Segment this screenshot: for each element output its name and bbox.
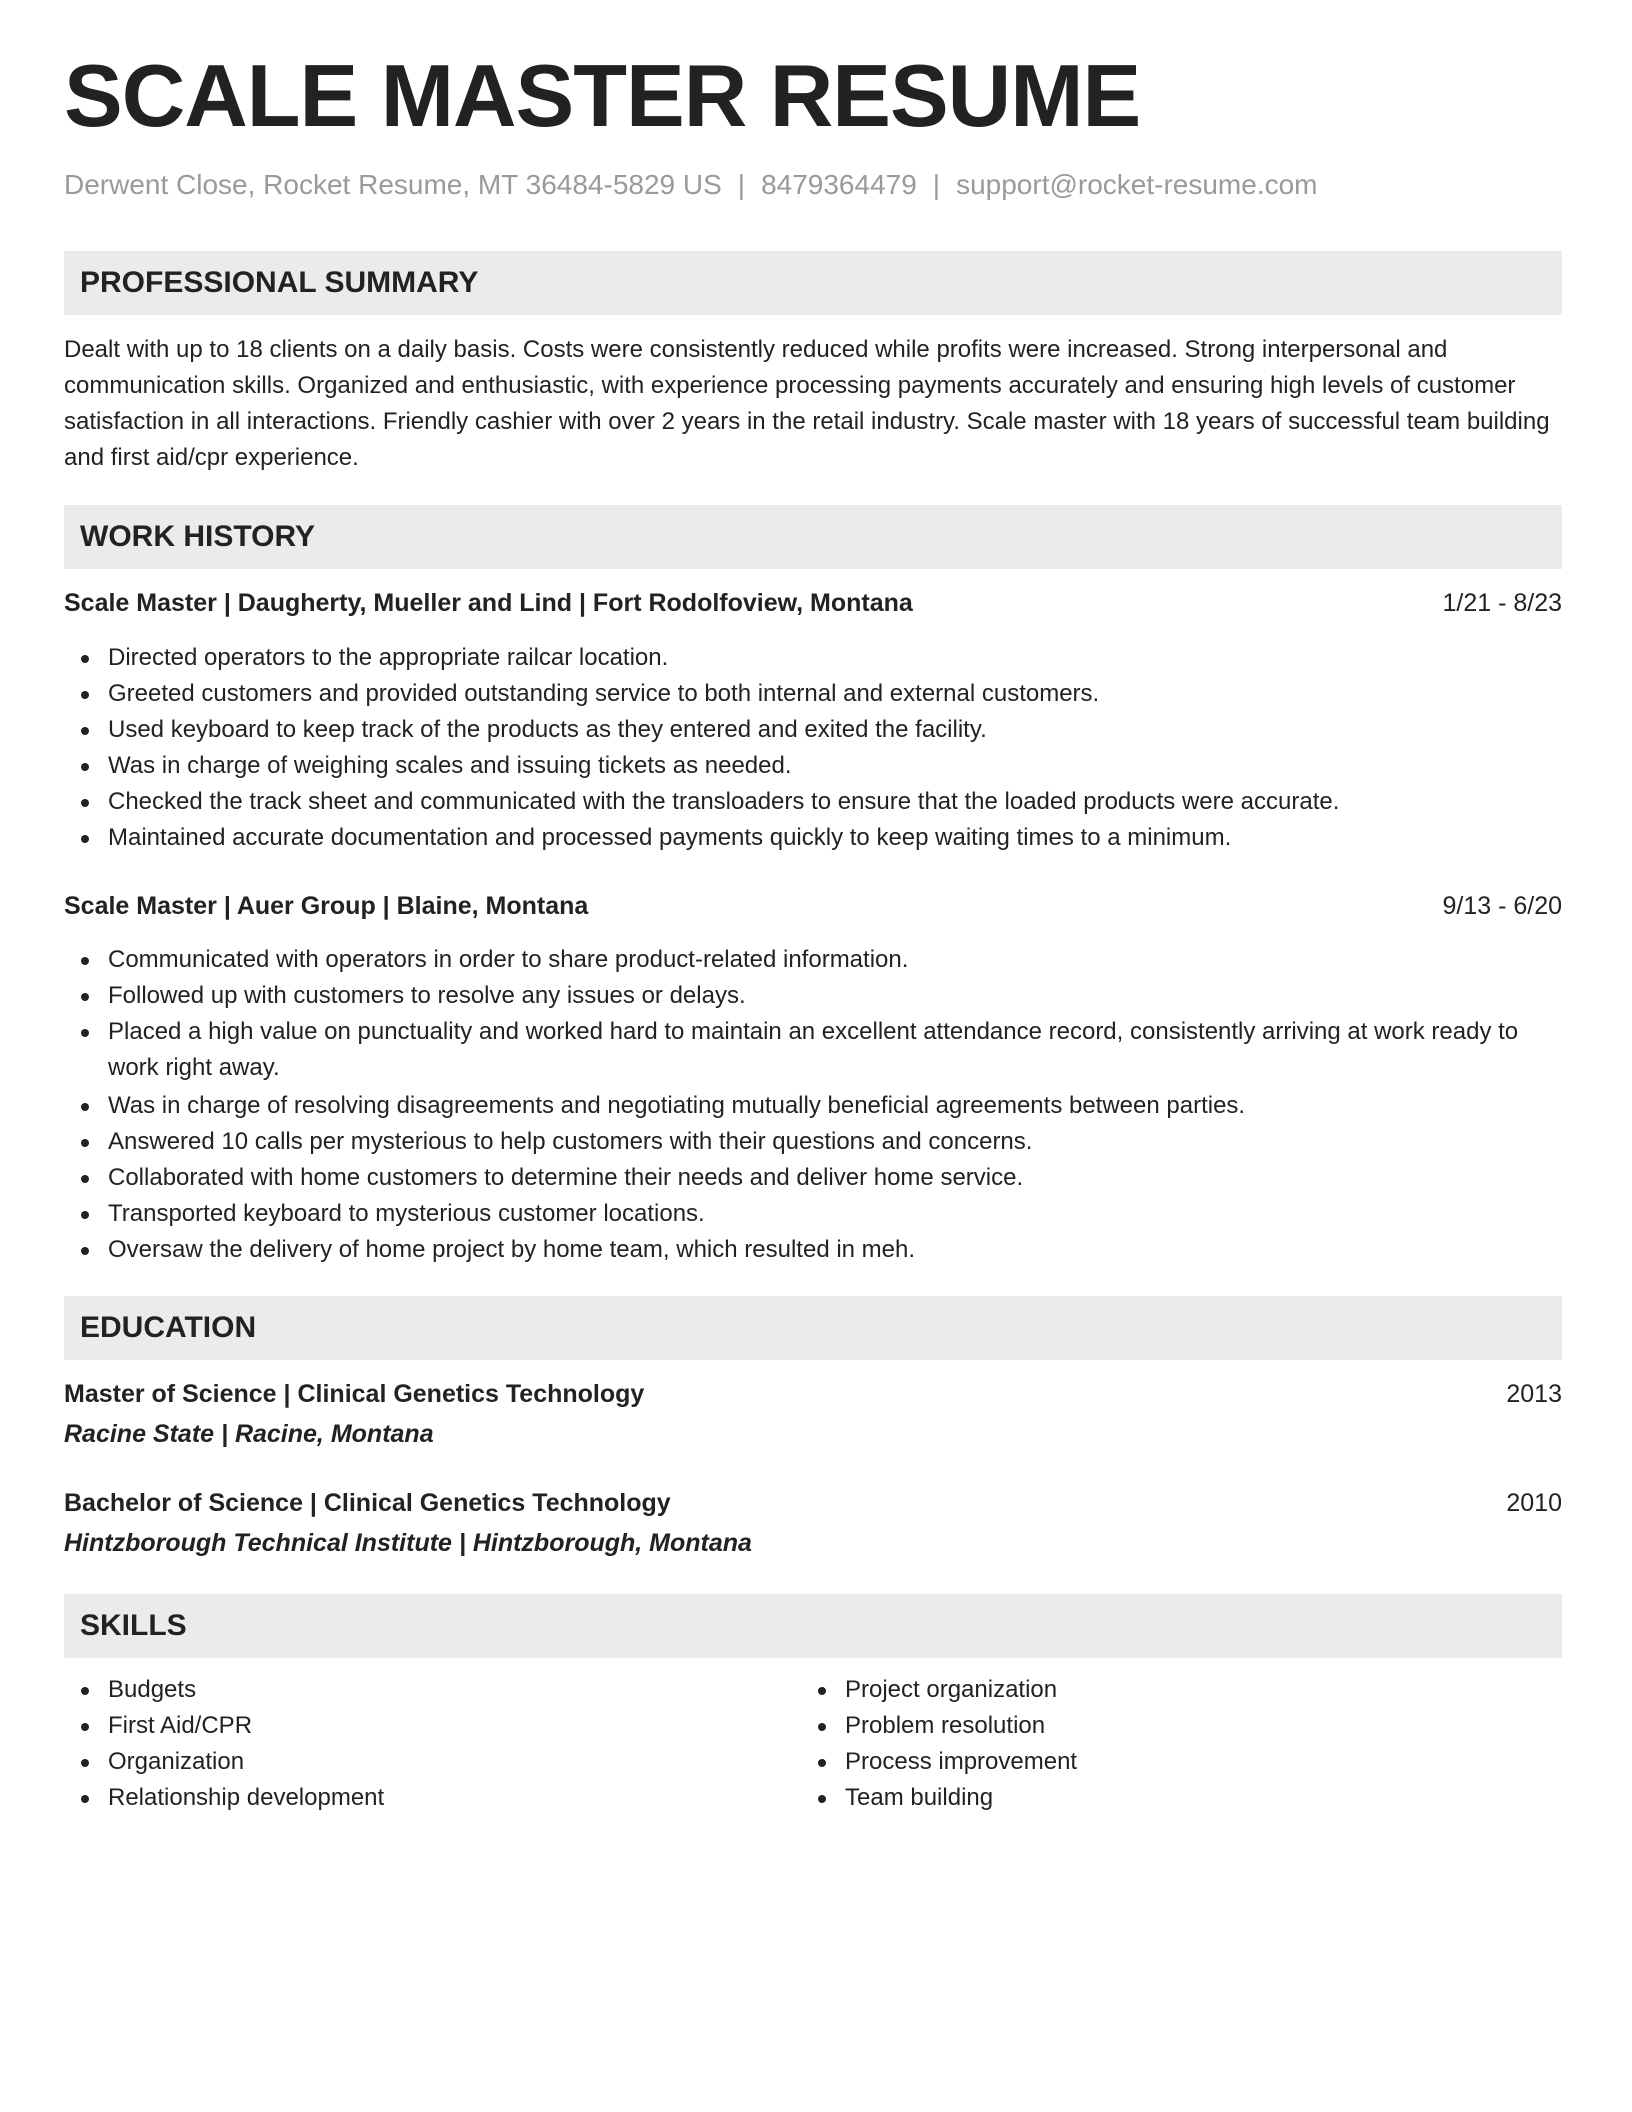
education-year: 2010 [1506,1489,1562,1517]
resume-name: SCALE MASTER RESUME [64,46,1141,145]
job-bullet: Maintained accurate documentation and processed payments quickly to keep waiting times to a minimum. [64,820,1562,856]
job-bullet: Answered 10 calls per mysterious to help customers with their questions and concerns. [64,1124,1562,1160]
skill-item: Project organization [801,1672,1501,1708]
section-title-work-history: WORK HISTORY [80,520,316,553]
contact-phone: 8479364479 [761,169,917,200]
job-bullet: Placed a high value on punctuality and worked hard to maintain an excellent attendance record, consistently arriving at work ready to work right away. [64,1014,1562,1086]
section-header-work-history [64,505,1562,569]
skills-list-left [64,1672,764,1816]
section-header-skills [64,1594,1562,1658]
contact-address: Derwent Close, Rocket Resume, MT 36484-5829 US [64,169,722,200]
education-school: Hintzborough Technical Institute | Hintzborough, Montana [64,1529,752,1557]
job-bullet: Oversaw the delivery of home project by home team, which resulted in meh. [64,1232,1562,1268]
contact-email: support@rocket-resume.com [956,169,1318,200]
section-title-education: EDUCATION [80,1311,257,1344]
section-header-summary [64,251,1562,315]
job-bullets [64,640,1562,856]
job-bullet: Was in charge of resolving disagreements and negotiating mutually beneficial agreements between parties. [64,1088,1562,1124]
section-header-education [64,1296,1562,1360]
job-bullet: Directed operators to the appropriate railcar location. [64,640,1562,676]
job-dates: 9/13 - 6/20 [1442,892,1562,920]
skill-item: Budgets [64,1672,764,1708]
job-header [64,888,1562,924]
job-bullet: Greeted customers and provided outstanding service to both internal and external customers. [64,676,1562,712]
skill-item: First Aid/CPR [64,1708,764,1744]
skill-item: Relationship development [64,1780,764,1816]
skill-item: Process improvement [801,1744,1501,1780]
section-title-skills: SKILLS [80,1609,187,1642]
education-degree: Master of Science | Clinical Genetics Technology [64,1380,645,1408]
job-bullet: Checked the track sheet and communicated with the transloaders to ensure that the loaded products were accurate. [64,784,1562,820]
job-bullet: Used keyboard to keep track of the products as they entered and exited the facility. [64,712,1562,748]
education-degree: Bachelor of Science | Clinical Genetics Technology [64,1489,671,1517]
contact-separator: | [932,169,941,200]
contact-line [64,168,1318,202]
skill-item: Team building [801,1780,1501,1816]
job-title: Scale Master | Daugherty, Mueller and Lind | Fort Rodolfoview, Montana [64,589,913,617]
job-bullet: Communicated with operators in order to share product-related information. [64,942,1562,978]
job-bullet: Was in charge of weighing scales and issuing tickets as needed. [64,748,1562,784]
education-year: 2013 [1506,1380,1562,1408]
job-header [64,585,1562,621]
education-header [64,1485,1562,1521]
job-bullet: Collaborated with home customers to determine their needs and deliver home service. [64,1160,1562,1196]
skill-item: Problem resolution [801,1708,1501,1744]
education-header [64,1376,1562,1412]
contact-separator: | [737,169,746,200]
job-dates: 1/21 - 8/23 [1442,589,1562,617]
summary-text: Dealt with up to 18 clients on a daily basis. Costs were consistently reduced while profits were increased. Strong interpersonal and communication skills. Organized and enthusiastic, with experience processing payments accurately and ensuring high levels of customer satisfaction in all interactions. Friendly cashier with over 2 years in the retail industry. Scale master with 18 years of successful team building and first aid/cpr experience. [64,336,1550,471]
job-bullet: Followed up with customers to resolve any issues or delays. [64,978,1562,1014]
job-bullets [64,942,1562,1268]
skills-list-right [801,1672,1501,1816]
section-title-summary: PROFESSIONAL SUMMARY [80,266,479,299]
education-school: Racine State | Racine, Montana [64,1420,434,1448]
job-title: Scale Master | Auer Group | Blaine, Montana [64,892,589,920]
skill-item: Organization [64,1744,764,1780]
job-bullet: Transported keyboard to mysterious customer locations. [64,1196,1562,1232]
